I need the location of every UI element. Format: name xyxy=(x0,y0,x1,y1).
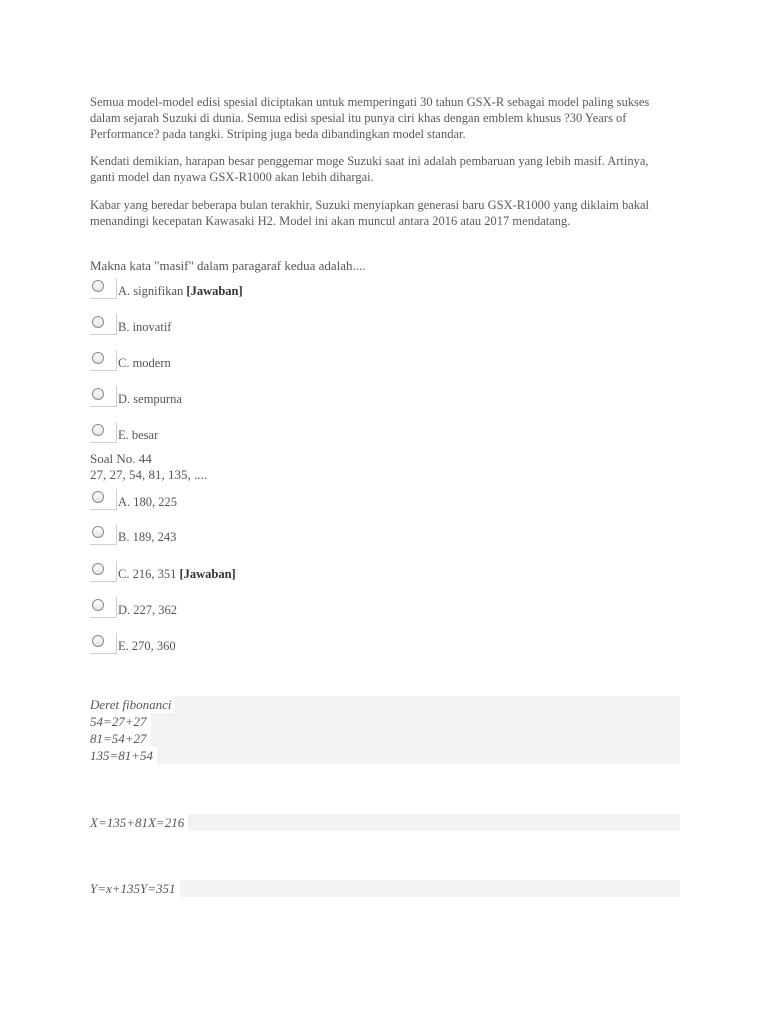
explanation-block-1 xyxy=(90,696,680,764)
explanation-line: X=135+81X=216 xyxy=(90,814,188,831)
radio-circle-icon[interactable] xyxy=(92,352,104,364)
radio-circle-icon[interactable] xyxy=(92,526,104,538)
radio-button[interactable] xyxy=(90,314,117,335)
radio-button[interactable] xyxy=(90,386,117,407)
question-2-number: Soal No. 44 xyxy=(90,451,152,466)
answer-marker: [Jawaban] xyxy=(186,284,243,298)
explanation-line: Deret fibonanci xyxy=(90,696,175,713)
explanation-line: 135=81+54 xyxy=(90,747,157,764)
q2-option-e[interactable] xyxy=(90,633,390,659)
radio-circle-icon[interactable] xyxy=(92,388,104,400)
radio-circle-icon[interactable] xyxy=(92,599,104,611)
explanation-line: 54=27+27 xyxy=(90,713,151,730)
radio-circle-icon[interactable] xyxy=(92,563,104,575)
radio-button[interactable] xyxy=(90,278,117,299)
paragraph-1: Semua model-model edisi spesial diciptakan untuk memperingati 30 tahun GSX-R sebagai model paling sukses dalam sejarah Suzuki di dunia. Semua edisi spesial itu punya ciri khas dengan emblem khusus ?30 Years of Performance? pada tangki. Striping juga beda dibandingkan model standar. xyxy=(90,95,650,141)
option-label: C. 216, 351 xyxy=(118,567,177,581)
explanation-line: Y=x+135Y=351 xyxy=(90,880,180,897)
radio-button[interactable] xyxy=(90,350,117,371)
q1-option-c[interactable] xyxy=(90,350,390,376)
option-label: C. modern xyxy=(118,356,171,370)
option-label: A. 180, 225 xyxy=(118,495,178,509)
q2-option-a[interactable] xyxy=(90,489,390,515)
q2-option-c[interactable] xyxy=(90,561,390,587)
explanation-line: 81=54+27 xyxy=(90,730,151,747)
radio-circle-icon[interactable] xyxy=(92,635,104,647)
radio-button[interactable] xyxy=(90,422,117,443)
q2-option-d[interactable] xyxy=(90,597,390,623)
option-label: B. 189, 243 xyxy=(118,530,177,544)
radio-circle-icon[interactable] xyxy=(92,491,104,503)
option-label: B. inovatif xyxy=(118,320,172,334)
question-2-text: 27, 27, 54, 81, 135, .... xyxy=(90,467,207,482)
q1-option-d[interactable] xyxy=(90,386,390,412)
question-1-text: Makna kata "masif" dalam paragaraf kedua adalah.... xyxy=(90,258,366,273)
answer-marker: [Jawaban] xyxy=(179,567,236,581)
radio-button[interactable] xyxy=(90,597,117,618)
paragraph-3: Kabar yang beredar beberapa bulan terakhir, Suzuki menyiapkan generasi baru GSX-R1000 yang diklaim bakal menandingi kecepatan Kawasaki H2. Model ini akan muncul antara 2016 atau 2017 mendatang. xyxy=(90,198,650,228)
option-label: D. 227, 362 xyxy=(118,603,178,617)
option-label: E. besar xyxy=(118,428,159,442)
explanation-block-2 xyxy=(90,814,680,831)
option-label: D. sempurna xyxy=(118,392,182,406)
radio-circle-icon[interactable] xyxy=(92,280,104,292)
paragraph-2: Kendati demikian, harapan besar penggemar moge Suzuki saat ini adalah pembaruan yang lebih masif. Artinya, ganti model dan nyawa GSX-R1000 akan lebih dihargai. xyxy=(90,154,649,184)
radio-button[interactable] xyxy=(90,633,117,654)
radio-circle-icon[interactable] xyxy=(92,316,104,328)
radio-circle-icon[interactable] xyxy=(92,424,104,436)
q2-option-b[interactable] xyxy=(90,524,390,550)
radio-button[interactable] xyxy=(90,489,117,510)
q1-option-a[interactable] xyxy=(90,278,390,304)
explanation-block-3 xyxy=(90,880,680,897)
q1-option-e[interactable] xyxy=(90,422,390,448)
q1-option-b[interactable] xyxy=(90,314,390,340)
option-label: A. signifikan xyxy=(118,284,184,298)
radio-button[interactable] xyxy=(90,524,117,545)
option-label: E. 270, 360 xyxy=(118,639,176,653)
radio-button[interactable] xyxy=(90,561,117,582)
